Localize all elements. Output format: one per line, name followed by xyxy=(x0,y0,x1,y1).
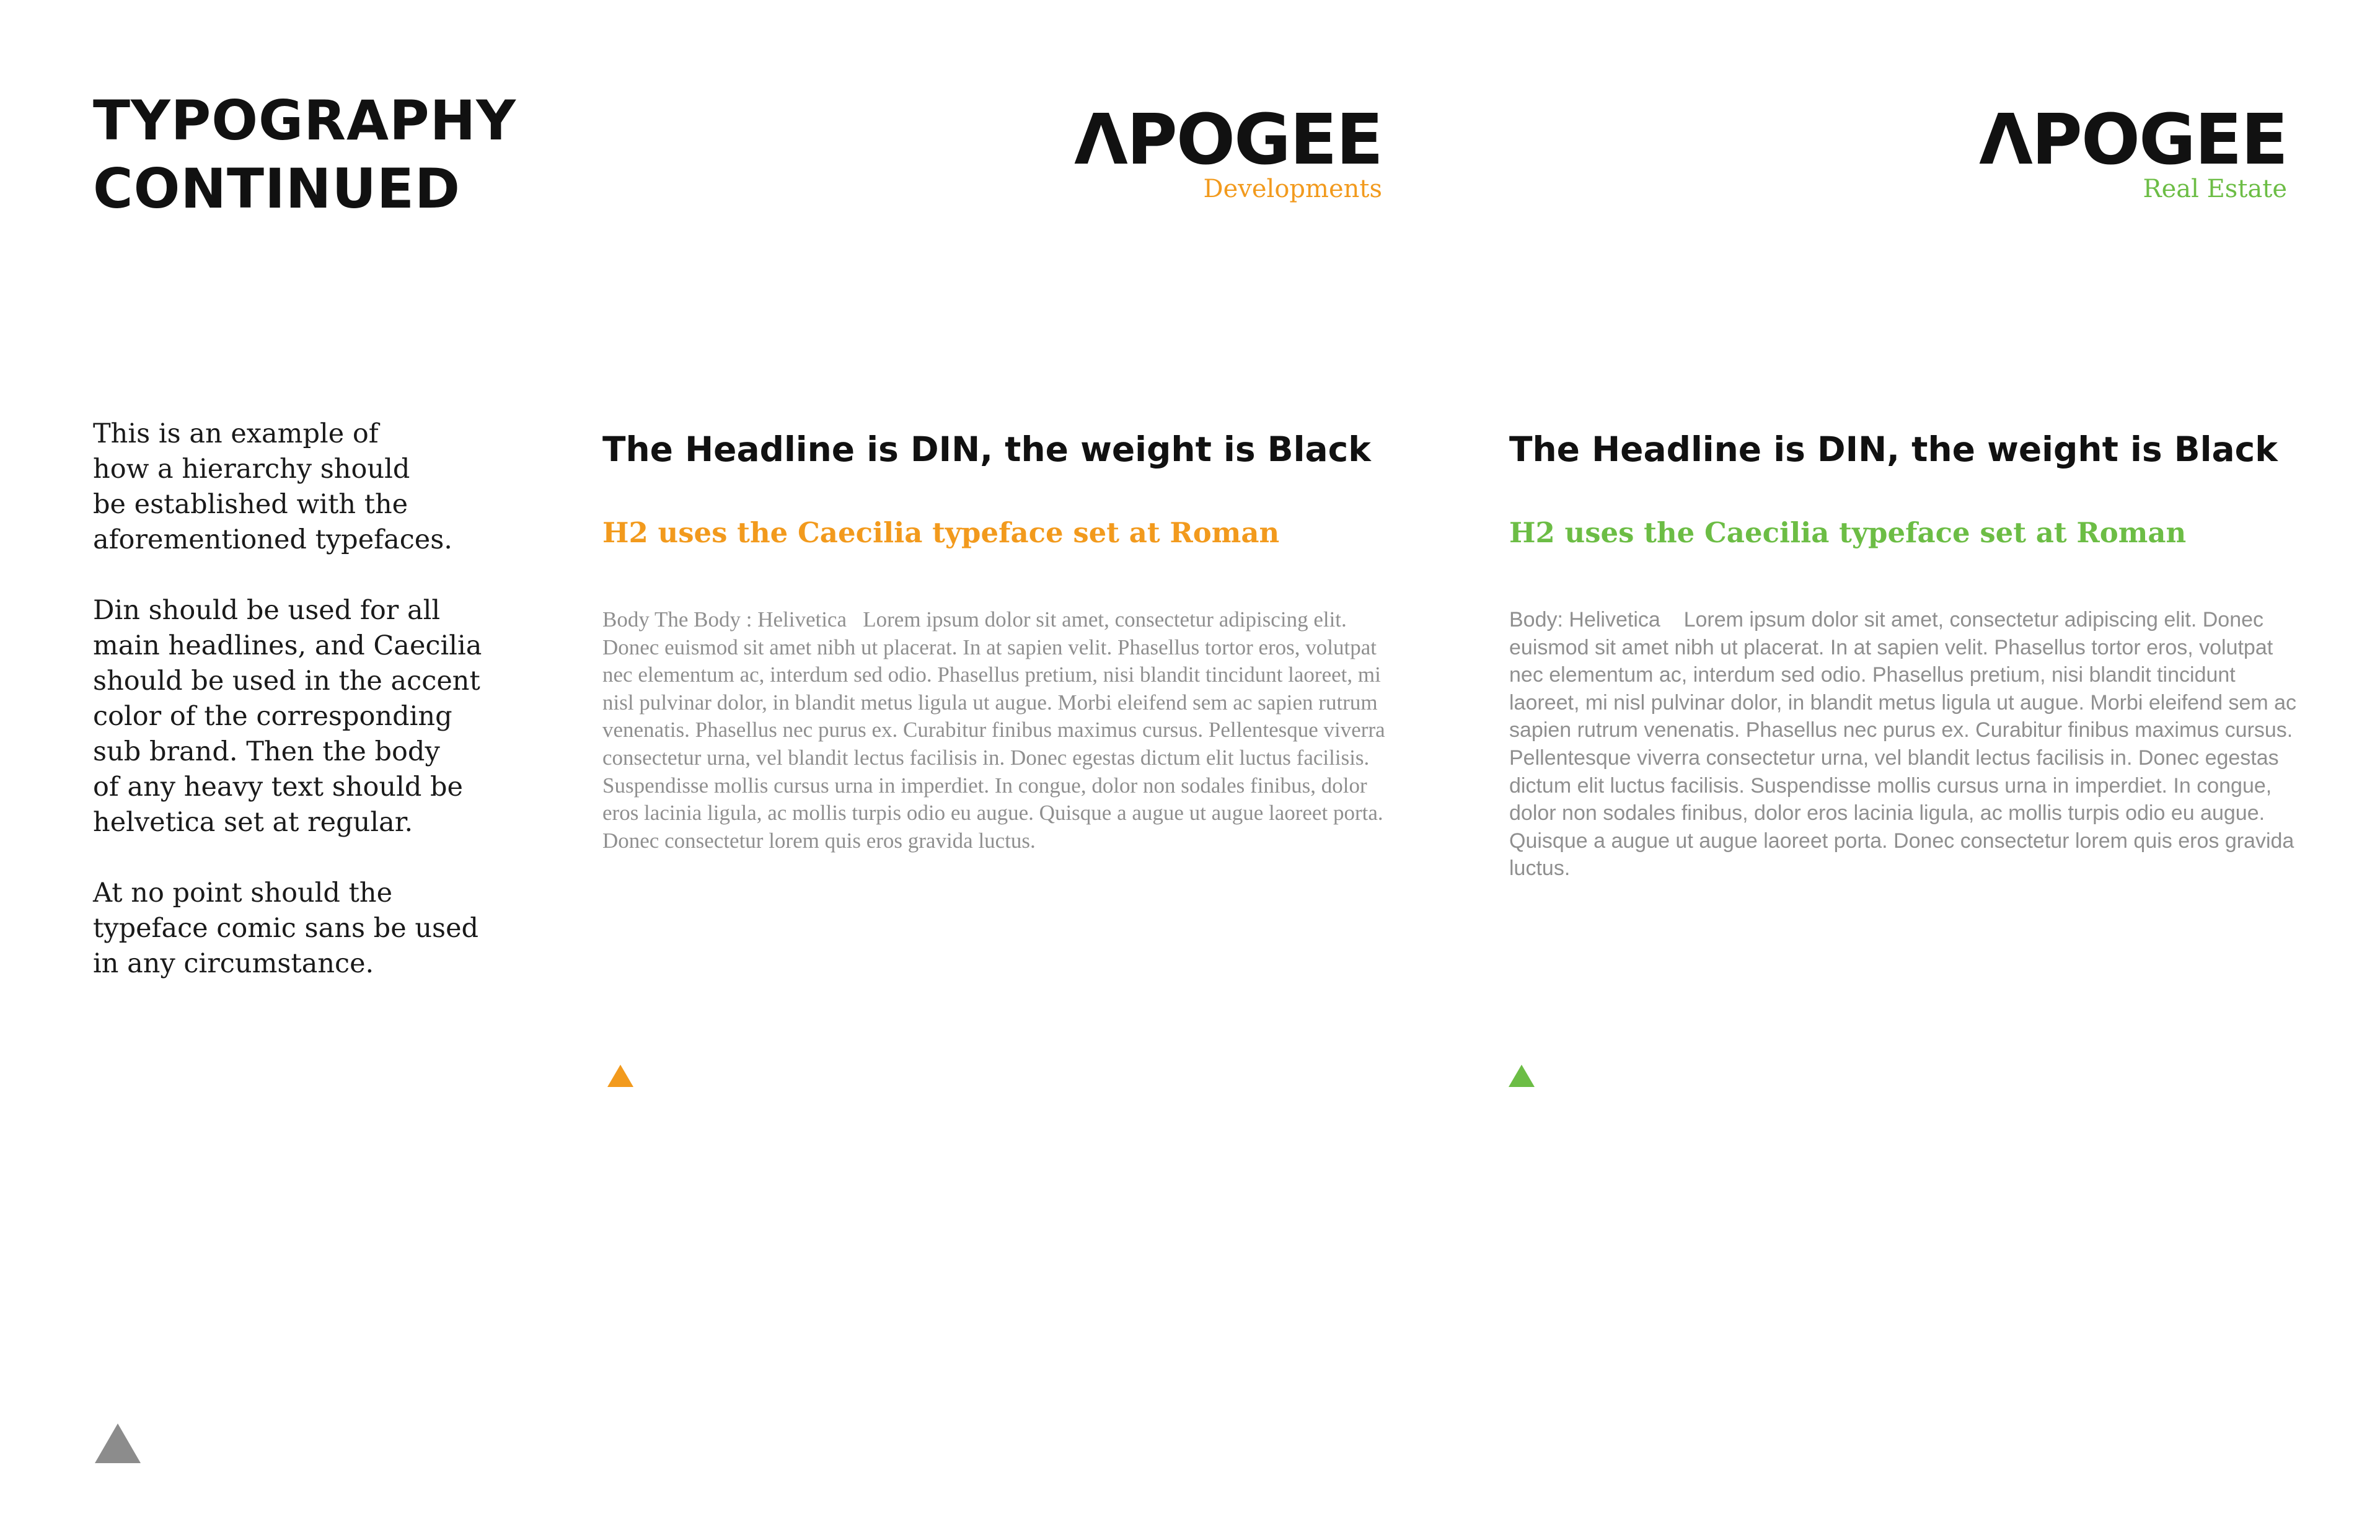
headline-sample: The Headline is DIN, the weight is Black xyxy=(1509,429,2278,469)
page-title-line-1: TYPOGRAPHY xyxy=(93,89,517,152)
intro-paragraph: Din should be used for all main headlines, and Caecilia should be used in the accent color of the corresponding sub brand. Then the body of any heavy text should be helvetica set at regular. xyxy=(93,595,482,838)
logo-subtitle: Developments xyxy=(1203,175,1382,203)
page-title xyxy=(93,87,516,223)
body-copy: Lorem ipsum dolor sit amet, consectetur adipiscing elit. Donec euismod sit amet nibh ut placerat. In at sapien velit. Phasellus tortor eros, volutpat nec elementum ac, interdum sed odio. Phasellus pretium, nisi blandit tincidunt laoreet, mi nisl pulvinar dolor, in blandit metus ligula ut augue. Morbi eleifend sem ac sapien rutrum venenatis. Phasellus nec purus ex. Curabitur finibus maximus cursus. Pellentesque viverra consectetur urna, vel blandit lectus facilisis in. Donec egestas dictum elit luctus facilisis. Suspendisse mollis cursus urna in imperdiet. In congue, dolor non sodales finibus, dolor eros lacinia ligula, ac mollis turpis odio eu augue. Quisque a augue ut augue laoreet porta. Donec consectetur lorem quis eros gravida luctus. xyxy=(1509,608,2297,881)
intro-text xyxy=(93,416,514,1017)
triangle-icon xyxy=(607,1065,633,1087)
logo-subtitle: Real Estate xyxy=(2143,175,2287,203)
body-label: Body: Helivetica xyxy=(1509,608,1660,631)
body-label: Body The Body : Helivetica xyxy=(602,607,847,631)
triangle-icon xyxy=(95,1423,141,1463)
apogee-real-estate-logo xyxy=(1952,100,2287,203)
page-title-line-2: CONTINUED xyxy=(93,157,461,221)
logo-wordmark: ΛPOGEE xyxy=(1074,100,1382,180)
body-sample xyxy=(602,606,1408,855)
real-estate-typography-sample xyxy=(1509,428,2309,882)
h2-sample: H2 uses the Caecilia typeface set at Roman xyxy=(1509,516,2187,549)
logo-wordmark: ΛPOGEE xyxy=(1979,100,2287,180)
intro-paragraph: This is an example of how a hierarchy should be established with the aforementioned typefaces. xyxy=(93,418,452,555)
body-copy: Lorem ipsum dolor sit amet, consectetur adipiscing elit. Donec euismod sit amet nibh ut placerat. In at sapien velit. Phasellus tortor eros, volutpat nec elementum ac, interdum sed odio. Phasellus pretium, nisi blandit tincidunt laoreet, mi nisl pulvinar dolor, in blandit metus ligula ut augue. Morbi eleifend sem ac sapien rutrum venenatis. Phasellus nec purus ex. Curabitur finibus maximus cursus. Pellentesque viverra consectetur urna, vel blandit lectus facilisis in. Donec egestas dictum elit luctus facilisis. Suspendisse mollis cursus urna in imperdiet. In congue, dolor non sodales finibus, dolor eros lacinia ligula, ac mollis turpis odio eu augue. Quisque a augue ut augue laoreet porta. Donec consectetur lorem quis eros gravida luctus. xyxy=(602,607,1385,853)
headline-sample: The Headline is DIN, the weight is Black xyxy=(602,429,1371,469)
body-sample xyxy=(1509,606,2309,882)
triangle-icon xyxy=(1509,1065,1535,1087)
apogee-developments-logo xyxy=(1047,100,1382,203)
developments-typography-sample xyxy=(602,428,1408,855)
h2-sample: H2 uses the Caecilia typeface set at Roman xyxy=(602,516,1280,549)
intro-paragraph: At no point should the typeface comic sans be used in any circumstance. xyxy=(93,878,479,979)
